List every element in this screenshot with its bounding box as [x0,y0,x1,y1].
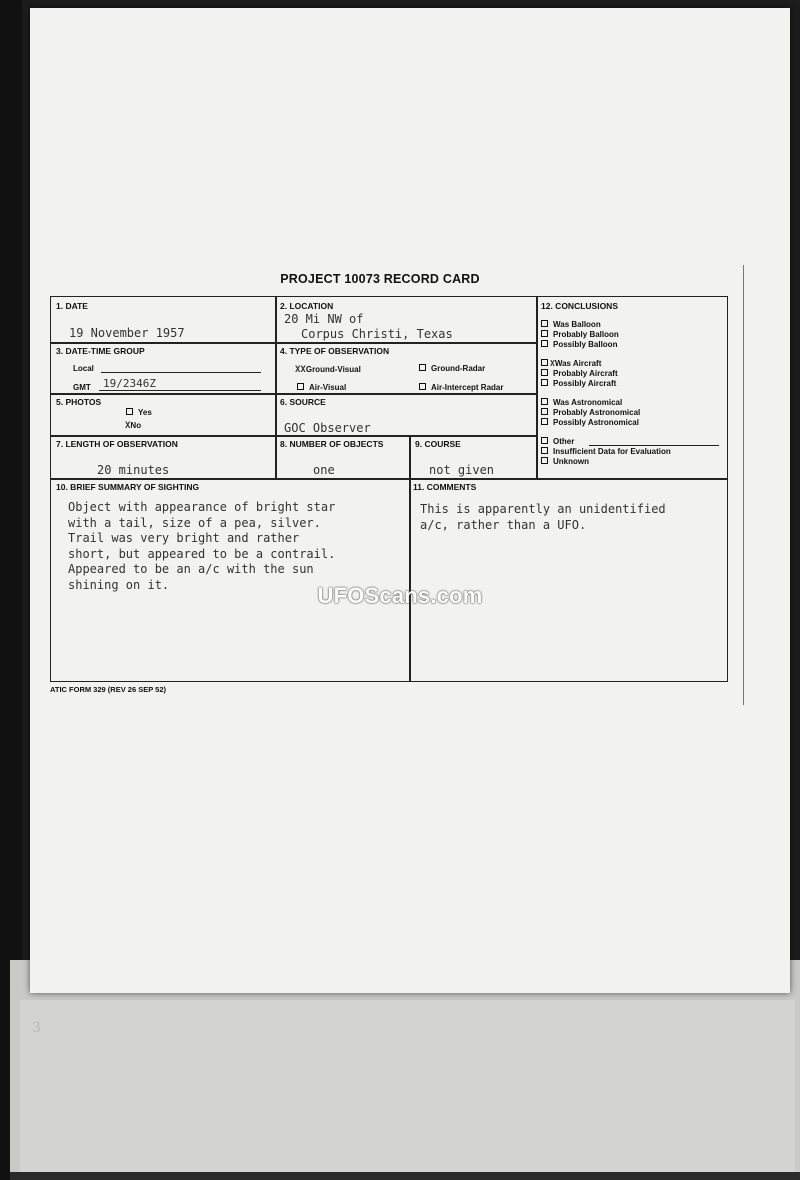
conclusion-was-balloon [541,320,601,329]
conclusion-was-astronomical [541,398,622,407]
length-value: 20 minutes [97,463,170,477]
conclusion-label: Was Astronomical [553,398,623,407]
conclusion-label: Probably Balloon [553,330,619,339]
source-value: GOC Observer [284,421,371,435]
photos-yes-label: Yes [138,408,152,417]
summary-label: 10. BRIEF SUMMARY OF SIGHTING [56,482,200,492]
local-line [101,372,261,373]
observation-type-label: 4. TYPE OF OBSERVATION [280,346,390,356]
checkbox [126,408,133,415]
conclusion-insufficient-data [541,447,671,456]
checkbox [541,437,548,444]
comments-label: 11. COMMENTS [413,482,477,492]
checkbox [541,330,548,337]
conclusion-probably-aircraft [541,369,618,378]
gmt-label: GMT [73,383,91,392]
length-label: 7. LENGTH OF OBSERVATION [56,439,178,449]
checkbox [541,369,548,376]
checkbox [541,359,548,366]
ground-radar-option [419,364,485,373]
objects-label: 8. NUMBER OF OBJECTS [280,439,384,449]
checkbox [541,408,548,415]
objects-value: one [313,463,335,477]
bottom-shadow [10,1172,800,1180]
checkbox [419,383,426,390]
ground-visual-mark: XX [295,365,306,375]
source-label: 6. SOURCE [280,397,326,407]
ground-radar-label: Ground-Radar [431,364,486,373]
air-intercept-radar-option [419,383,503,392]
air-intercept-radar-label: Air-Intercept Radar [431,383,504,392]
local-label: Local [73,364,94,373]
conclusion-label: Was Aircraft [554,359,602,368]
faint-mark: 3 [32,1020,41,1036]
location-label: 2. LOCATION [280,301,334,311]
conclusion-label: Possibly Astronomical [553,418,639,427]
conclusion-possibly-balloon [541,340,617,349]
photos-no-option [125,421,141,431]
photos-label: 5. PHOTOS [56,397,102,407]
checkbox [419,364,426,371]
conclusion-label: Probably Astronomical [553,408,641,417]
conclusion-possibly-astronomical [541,418,639,427]
checkbox [541,379,548,386]
divider [536,297,538,479]
date-label: 1. DATE [56,301,88,311]
conclusion-label: Unknown [553,457,589,466]
divider [51,342,536,344]
photos-no-mark: X [125,421,131,431]
was-aircraft-mark: X [550,359,555,368]
conclusion-was-aircraft [541,359,601,368]
conclusion-label: Possibly Aircraft [553,379,617,388]
air-visual-label: Air-Visual [309,383,347,392]
conclusion-possibly-aircraft [541,379,616,388]
conclusion-label: Was Balloon [553,320,601,329]
summary-text: Object with appearance of bright star with a tail, size of a pea, silver. Trail was very bright and rather short, but appeared to be a contrail. Appeared to be an a/c with the sun shining on it. [68,500,336,592]
conclusions-label: 12. CONCLUSIONS [541,301,618,311]
checkbox [541,320,548,327]
conclusion-label: Probably Aircraft [553,369,618,378]
other-line [589,445,719,446]
divider [275,297,277,479]
checkbox [541,447,548,454]
gmt-line [99,390,261,391]
course-label: 9. COURSE [415,439,461,449]
comments-text: This is apparently an unidentified a/c, rather than a UFO. [420,502,666,532]
conclusion-label: Possibly Balloon [553,340,618,349]
conclusion-probably-astronomical [541,408,640,417]
checkbox [297,383,304,390]
location-line1: 20 Mi NW of [284,312,364,326]
form-identifier: ATIC FORM 329 (REV 26 SEP 52) [50,685,167,694]
conclusion-other [541,437,574,446]
record-card [50,296,728,682]
location-line2: Corpus Christi, Texas [301,327,453,341]
course-value: not given [429,463,495,477]
background-band [20,1000,795,1175]
conclusion-label: Insufficient Data for Evaluation [553,447,671,456]
air-visual-option [297,383,346,392]
checkbox [541,340,548,347]
divider [51,393,536,395]
ground-visual-label: Ground-Visual [305,365,361,374]
margin-rule [743,265,744,705]
divider [51,435,536,437]
watermark: UFOScans.com [317,583,483,608]
card-title: PROJECT 10073 RECORD CARD [280,272,480,286]
divider [409,435,411,681]
conclusion-probably-balloon [541,330,619,339]
photos-no-label: No [130,421,142,430]
date-time-group-label: 3. DATE-TIME GROUP [56,346,145,356]
gmt-value: 19/2346Z [103,377,156,390]
date-value: 19 November 1957 [69,326,185,340]
conclusion-unknown [541,457,589,466]
divider [51,478,727,480]
ground-visual-option [295,365,361,375]
photos-yes-option [126,408,152,417]
checkbox [541,398,548,405]
conclusion-label: Other [553,437,575,446]
checkbox [541,418,548,425]
checkbox [541,457,548,464]
